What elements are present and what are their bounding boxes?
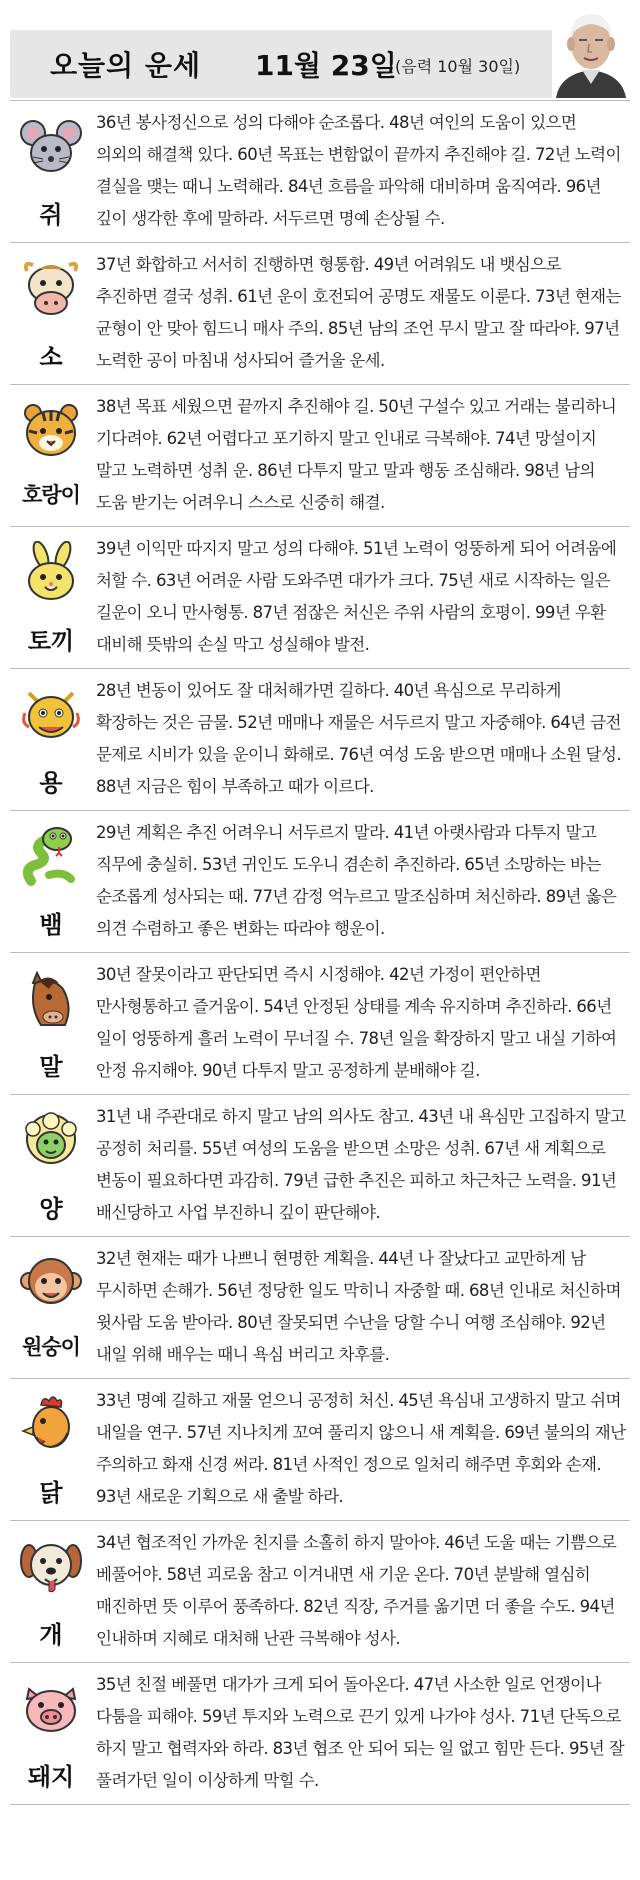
animal-cell bbox=[10, 1237, 92, 1377]
fortune-row-rabbit bbox=[10, 526, 630, 668]
animal-cell bbox=[10, 243, 92, 383]
animal-cell bbox=[10, 953, 92, 1093]
rat-icon bbox=[19, 115, 83, 179]
tiger-icon bbox=[19, 399, 83, 463]
animal-name: 호랑이 bbox=[22, 483, 80, 507]
fortune-text: 39년 이익만 따지지 말고 성의 다해야. 51년 노력이 엉뚱하게 되어 어려움에 처할 수. 63년 어려운 사람 도와주면 대가가 크다. 75년 새로 시작하는 일은 길운이 오니 만사형통. 87년 점잖은 처신은 주위 사람의 호평이. 99년 우환 대비해 뜻밖의 손실 막고 성실해야 발전. bbox=[96, 539, 617, 654]
fortune-row-rat bbox=[10, 100, 630, 242]
animal-cell bbox=[10, 1521, 92, 1661]
rooster-icon bbox=[19, 1393, 83, 1457]
animal-cell bbox=[10, 811, 92, 951]
fortune-row-monkey bbox=[10, 1236, 630, 1378]
sheep-icon bbox=[19, 1109, 83, 1173]
fortune-text: 30년 잘못이라고 판단되면 즉시 시정해야. 42년 가정이 편안하면 만사형통하고 즐거움이. 54년 안정된 상태를 계속 유지하며 추진하라. 66년 일이 엉뚱하게 흘러 노력이 무너질 수. 78년 일을 확장하지 말고 내실 기하여 안정 유지해야. 90년 다투지 말고 공정하게 분배해야 길. bbox=[96, 965, 617, 1080]
fortune-text: 31년 내 주관대로 하지 말고 남의 의사도 참고. 43년 내 욕심만 고집하지 말고 공정히 처리를. 55년 여성의 도움을 받으면 소망은 성취. 67년 새 계획으로 변동이 필요하다면 과감히. 79년 급한 추진은 피하고 차근차근 노력을. 91년 배신당하고 사업 부진하니 깊이 판단해야. bbox=[96, 1107, 626, 1222]
fortune-row-ox bbox=[10, 242, 630, 384]
animal-cell bbox=[10, 1663, 92, 1803]
fortune-row-snake bbox=[10, 810, 630, 952]
animal-cell bbox=[10, 527, 92, 667]
fortune-row-dog bbox=[10, 1520, 630, 1662]
fortune-row-rooster bbox=[10, 1378, 630, 1520]
animal-name: 뱀 bbox=[39, 911, 63, 939]
pig-icon bbox=[19, 1677, 83, 1741]
horse-icon bbox=[19, 967, 83, 1031]
fortune-text: 28년 변동이 있어도 잘 대처해가면 길하다. 40년 욕심으로 무리하게 확장하는 것은 금물. 52년 매매나 재물은 서두르지 말고 자중해야. 64년 금전 문제로 시비가 있을 운이니 화해로. 76년 여성 도움 받으면 매매나 소원 달성. 88년 지금은 힘이 부족하고 때가 이르다. bbox=[96, 681, 622, 796]
date-label: 11월 23일 bbox=[255, 49, 397, 82]
page-title: 오늘의 운세 bbox=[50, 49, 201, 82]
fortune-row-pig bbox=[10, 1662, 630, 1805]
author-portrait bbox=[552, 4, 630, 98]
dragon-icon bbox=[19, 683, 83, 747]
header-banner bbox=[10, 30, 630, 98]
animal-name: 토끼 bbox=[27, 627, 75, 655]
animal-name: 양 bbox=[39, 1195, 63, 1223]
fortune-row-tiger bbox=[10, 384, 630, 526]
animal-name: 말 bbox=[39, 1053, 63, 1081]
animal-name: 돼지 bbox=[27, 1763, 75, 1791]
monkey-icon bbox=[19, 1251, 83, 1315]
animal-cell bbox=[10, 1095, 92, 1235]
fortune-text: 38년 목표 세웠으면 끝까지 추진해야 길. 50년 구설수 있고 거래는 불리하니 기다려야. 62년 어렵다고 포기하지 말고 인내로 극복해야. 74년 망설이지 말고 노력하면 성취 운. 86년 다투지 말고 말과 행동 조심해라. 98년 남의 도움 받기는 어려우니 스스로 신중히 해결. bbox=[96, 397, 617, 512]
ox-icon bbox=[19, 257, 83, 321]
lunar-date-label: (음력 10월 30일) bbox=[395, 57, 521, 76]
fortune-row-horse bbox=[10, 952, 630, 1094]
dog-icon bbox=[19, 1535, 83, 1599]
animal-name: 소 bbox=[39, 343, 63, 371]
fortune-list bbox=[10, 100, 630, 1805]
animal-cell bbox=[10, 1379, 92, 1519]
animal-name: 쥐 bbox=[39, 201, 63, 229]
snake-icon bbox=[19, 825, 83, 889]
rabbit-icon bbox=[19, 541, 83, 605]
animal-name: 개 bbox=[39, 1621, 63, 1649]
fortune-text: 29년 계획은 추진 어려우니 서두르지 말라. 41년 아랫사람과 다투지 말고 직무에 충실히. 53년 귀인도 도우니 겸손히 추진하라. 65년 소망하는 바는 순조롭게 성사되는 때. 77년 감정 억누르고 말조심하며 처신하라. 89년 옳은 의견 수렴하고 좋은 변화는 따라야 행운이. bbox=[96, 823, 617, 938]
fortune-row-dragon bbox=[10, 668, 630, 810]
animal-cell bbox=[10, 385, 92, 525]
fortune-text: 34년 협조적인 가까운 친지를 소홀히 하지 말아야. 46년 도울 때는 기쁨으로 베풀어야. 58년 괴로움 참고 이겨내면 새 기운 온다. 70년 분발해 열심히 매진하면 뜻 이루어 풍족하다. 82년 직장, 주거를 옮기면 더 좋을 수도. 94년 인내하며 지혜로 대처해 난관 극복해야 성사. bbox=[96, 1533, 617, 1648]
animal-name: 원숭이 bbox=[22, 1335, 80, 1359]
fortune-row-sheep bbox=[10, 1094, 630, 1236]
fortune-text: 32년 현재는 때가 나쁘니 현명한 계획을. 44년 나 잘났다고 교만하게 남 무시하면 손해가. 56년 정당한 일도 막히니 자중할 때. 68년 인내로 처신하며 윗사람 도움 받아라. 80년 잘못되면 수난을 당할 수니 여행 조심해야. 92년 내일 위해 배우는 때니 욕심 버리고 차후를. bbox=[96, 1249, 621, 1364]
animal-cell bbox=[10, 669, 92, 809]
fortune-text: 35년 친절 베풀면 대가가 크게 되어 돌아온다. 47년 사소한 일로 언쟁이나 다툼을 피해야. 59년 투지와 노력으로 끈기 있게 나가야 성사. 71년 단독으로 하지 말고 협력자와 하라. 83년 협조 안 되어 되는 일 없고 힘만 든다. 95년 잘 풀려가던 일이 이상하게 막힐 수. bbox=[96, 1675, 625, 1790]
animal-name: 닭 bbox=[39, 1479, 63, 1507]
fortune-text: 33년 명예 길하고 재물 얻으니 공정히 처신. 45년 욕심내 고생하지 말고 쉬며 내일을 연구. 57년 지나치게 꼬여 풀리지 않으니 새 계획을. 69년 불의의 재난 주의하고 화재 신경 써라. 81년 사적인 정으로 일처리 해주면 후회와 손재. 93년 새로운 기획으로 새 출발 하라. bbox=[96, 1391, 626, 1506]
animal-name: 용 bbox=[39, 769, 63, 797]
fortune-text: 36년 봉사정신으로 성의 다해야 순조롭다. 48년 여인의 도움이 있으면 의외의 해결책 있다. 60년 목표는 변함없이 끝까지 추진해야 길. 72년 노력이 결실을 맺는 때니 노력해라. 84년 흐름을 파악해 대비하며 움직여라. 96년 깊이 생각한 후에 말하라. 서두르면 명예 손상될 수. bbox=[96, 113, 621, 228]
animal-cell bbox=[10, 101, 92, 241]
fortune-text: 37년 화합하고 서서히 진행하면 형통함. 49년 어려워도 내 뱃심으로 추진하면 결국 성취. 61년 운이 호전되어 공명도 재물도 이룬다. 73년 현재는 균형이 안 맞아 힘드니 매사 주의. 85년 남의 조언 무시 말고 잘 따라야. 97년 노력한 공이 마침내 성사되어 즐거울 운세. bbox=[96, 255, 621, 370]
